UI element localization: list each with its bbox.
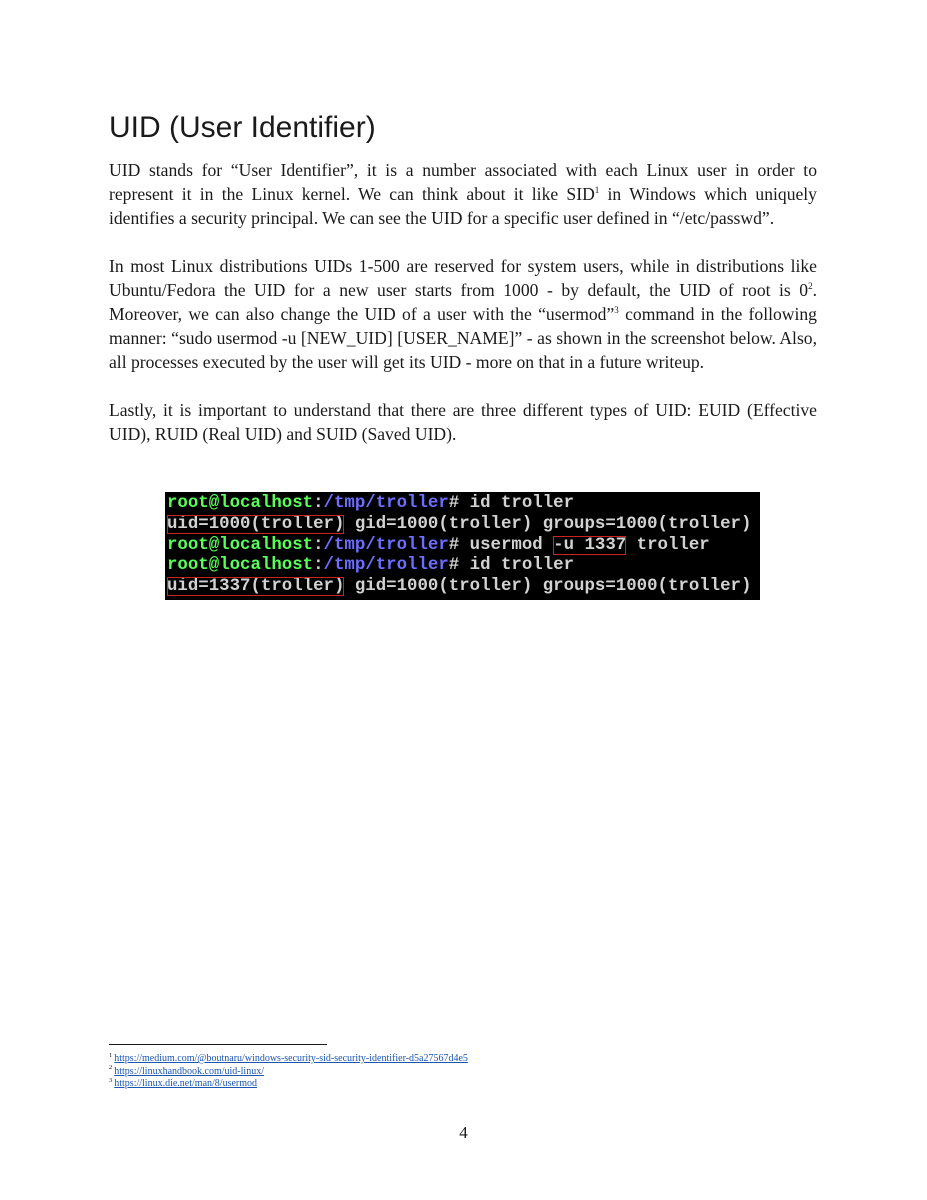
- terminal-screenshot: [165, 492, 760, 600]
- footnote-link[interactable]: https://linux.die.net/man/8/usermod: [114, 1078, 258, 1089]
- footnote-3: [109, 1078, 468, 1091]
- terminal-command: troller: [626, 535, 710, 555]
- page-number: 4: [459, 1123, 468, 1142]
- prompt-user: root@localhost: [167, 556, 314, 576]
- terminal-line: [167, 494, 760, 515]
- footnotes: [109, 1053, 468, 1091]
- terminal-command: usermod: [469, 535, 554, 555]
- paragraph-uid-types: Lastly, it is important to understand that there are three different types of UID: EUID (Effective UID), RUID (Real UID) and SUID (Saved UID).: [109, 400, 817, 444]
- paragraph-text: . Moreover, we can also change the UID of a user with the “usermod”: [109, 280, 817, 324]
- terminal-command: id troller: [469, 494, 575, 513]
- prompt-path: /tmp/troller: [323, 494, 449, 513]
- paragraph-text: UID stands for “User Identifier”, it is a number associated with each Linux user in order to represent it in the Linux kernel. We can think about it like SID: [109, 160, 817, 204]
- footnote-number: 2: [109, 1064, 113, 1072]
- prompt-user: root@localhost: [167, 535, 314, 555]
- footnote-link[interactable]: https://linuxhandbook.com/uid-linux/: [114, 1065, 264, 1077]
- prompt-hash: #: [448, 535, 470, 555]
- footnote-divider: [109, 1044, 327, 1045]
- terminal-command: id troller: [469, 556, 575, 576]
- prompt-separator: :: [313, 494, 324, 513]
- paragraph-uid-definition: [109, 158, 817, 230]
- prompt-separator: :: [313, 556, 324, 576]
- paragraph-text: command in the following manner: “sudo usermod -u [NEW_UID] [USER_NAME]” - as shown in the screenshot below. Also, all processes executed by the user will get its UID - more on that in a future writeup.: [109, 304, 817, 372]
- footnote-2: [109, 1066, 468, 1079]
- terminal-output: gid=1000(troller) groups=1000(troller): [344, 577, 752, 597]
- prompt-hash: #: [448, 494, 470, 513]
- flag-highlight: -u 1337: [553, 535, 627, 555]
- section-heading: UID (User Identifier): [109, 111, 376, 144]
- footnote-number: 3: [109, 1076, 113, 1084]
- prompt-hash: #: [448, 556, 470, 576]
- footnote-ref-3[interactable]: 3: [614, 305, 619, 316]
- terminal-line: [167, 577, 760, 598]
- paragraph-text: In most Linux distributions UIDs 1-500 are reserved for system users, while in distributions like Ubuntu/Fedora the UID for a new user starts from 1000 - by default, the UID of root is 0: [109, 256, 817, 300]
- uid-highlight: uid=1337(troller): [167, 577, 345, 597]
- terminal-line: [167, 556, 760, 577]
- terminal-line: [167, 536, 760, 557]
- footnote-ref-2[interactable]: 2: [808, 281, 813, 292]
- terminal-line: [167, 515, 760, 536]
- footnote-1: [109, 1053, 468, 1066]
- prompt-user: root@localhost: [167, 494, 314, 513]
- terminal-output: gid=1000(troller) groups=1000(troller): [344, 514, 752, 534]
- footnote-ref-1[interactable]: 1: [594, 185, 600, 196]
- footnote-number: 1: [109, 1051, 113, 1059]
- uid-highlight: uid=1000(troller): [167, 514, 345, 534]
- paragraph-uid-ranges: [109, 254, 817, 374]
- prompt-path: /tmp/troller: [323, 535, 449, 555]
- prompt-path: /tmp/troller: [323, 556, 449, 576]
- footnote-link[interactable]: https://medium.com/@boutnaru/windows-security-sid-security-identifier-d5a27567d4e5: [114, 1053, 468, 1064]
- prompt-separator: :: [313, 535, 324, 555]
- paragraph-text: in Windows which uniquely identifies a security principal. We can see the UID for a specific user defined in “/etc/passwd”.: [109, 184, 817, 228]
